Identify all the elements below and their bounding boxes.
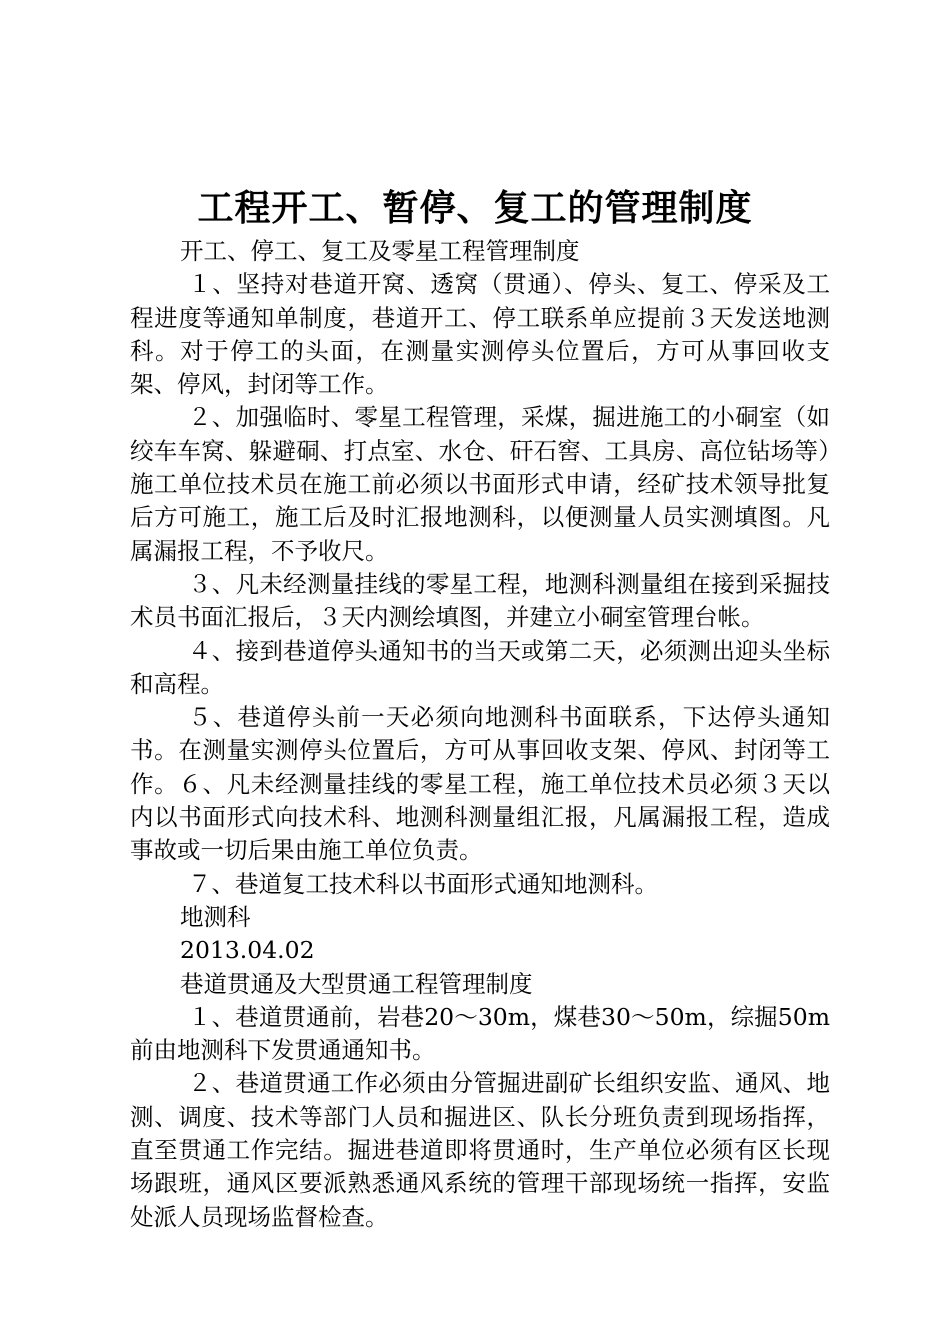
signature-dept: 地测科 [180,902,251,931]
section2-item1: １、巷道贯通前，岩巷20～30m，煤巷30～50m，综掘50m前由地测科下发贯通通知书。 [130,1002,830,1065]
section1-item3: ３、凡未经测量挂线的零星工程，地测科测量组在接到采掘技术员书面汇报后，３天内测绘填图，并建立小硐室管理台帐。 [130,569,830,632]
section1-item2: ２、加强临时、零星工程管理，采煤，掘进施工的小硐室（如绞车车窝、躲避硐、打点室、水仓、矸石窖、工具房、高位钻场等）施工单位技术员在施工前必须以书面形式申请，经矿技术领导批复后方可施工，施工后及时汇报地测科，以便测量人员实测填图。凡属漏报工程，不予收尺。 [130,403,830,565]
section2-item2: ２、巷道贯通工作必须由分管掘进副矿长组织安监、通风、地测、调度、技术等部门人员和掘进区、队长分班负责到现场指挥，直至贯通工作完结。掘进巷道即将贯通时，生产单位必须有区长现场跟班，通风区要派熟悉通风系统的管理干部现场统一指挥，安监处派人员现场监督检查。 [130,1069,830,1231]
section1-heading: 开工、停工、复工及零星工程管理制度 [180,237,580,265]
section1-item7: ７、巷道复工技术科以书面形式通知地测科。 [188,869,658,898]
signature-date: 2013.04.02 [180,936,315,965]
section1-item4: ４、接到巷道停头通知书的当天或第二天，必须测出迎头坐标和高程。 [130,636,830,698]
section1-item5: ５、巷道停头前一天必须向地测科书面联系，下达停头通知书。在测量实测停头位置后，方可从事回收支架、停风、封闭等工作。６、凡未经测量挂线的零星工程，施工单位技术员必须３天以内以书面形式向技术科、地测科测量组汇报，凡属漏报工程，造成事故或一切后果由施工单位负责。 [130,703,830,865]
document-title: 工程开工、暂停、复工的管理制度 [197,188,753,229]
section2-heading: 巷道贯通及大型贯通工程管理制度 [180,969,533,998]
section1-item1: １、坚持对巷道开窝、透窝（贯通）、停头、复工、停采及工程进度等通知单制度，巷道开工、停工联系单应提前３天发送地测科。对于停工的头面，在测量实测停头位置后，方可从事回收支架、停风，封闭等工作。 [130,270,830,399]
document-body [130,235,830,1234]
